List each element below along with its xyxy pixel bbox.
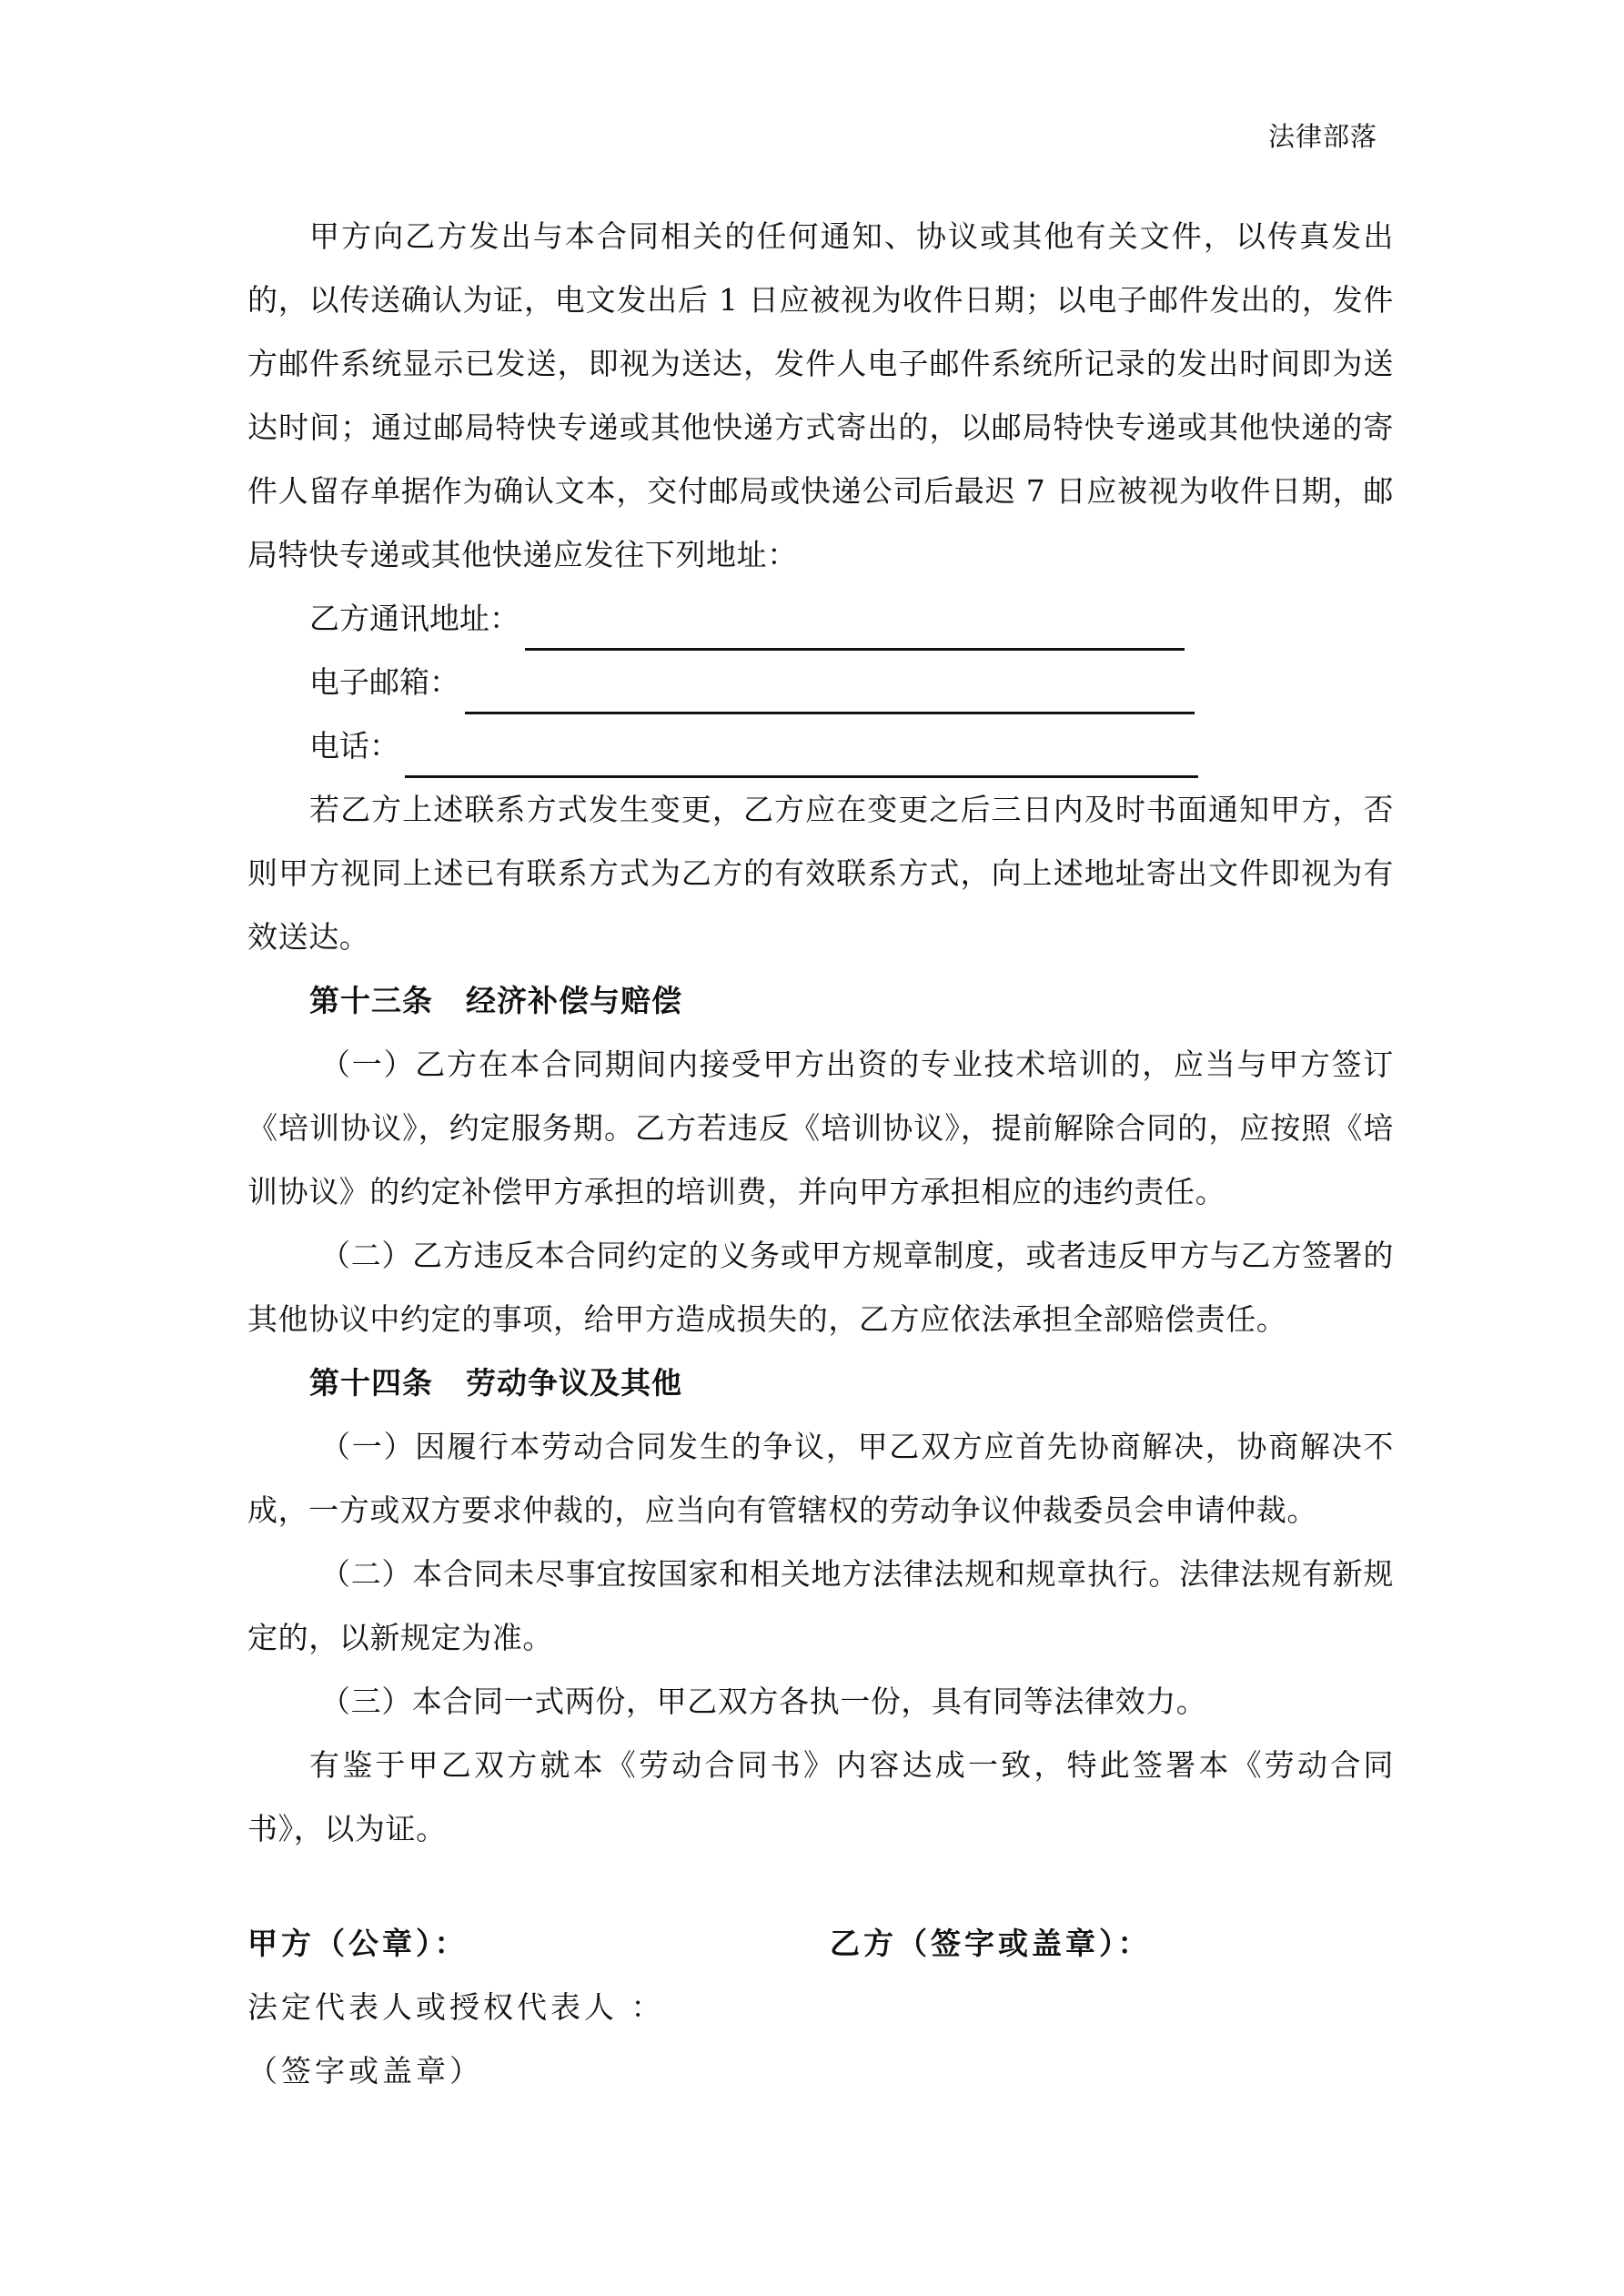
article-14-title: 劳动争议及其他 <box>466 1365 682 1401</box>
address-label: 乙方通讯地址： <box>309 601 519 636</box>
article-14-number: 第十四条 <box>309 1365 433 1401</box>
article-13-title: 经济补偿与赔偿 <box>466 983 682 1018</box>
article-13-item: （二）乙方违反本合同约定的义务或甲方规章制度，或者违反甲方与乙方签署的其他协议中约定的事项，给甲方造成损失的，乙方应依法承担全部赔偿责任。 <box>247 1238 1394 1337</box>
phone-blank[interactable] <box>405 733 1198 778</box>
closing-paragraph: 有鉴于甲乙双方就本《劳动合同书》内容达成一致，特此签署本《劳动合同书》，以为证。 <box>247 1747 1394 1846</box>
sign-or-seal-note: （签字或盖章） <box>247 2053 483 2089</box>
notice-paragraph: 甲方向乙方发出与本合同相关的任何通知、协议或其他有关文件，以传真发出的，以传送确认为证，电文发出后 1 日应被视为收件日期；以电子邮件发出的，发件方邮件系统显示已发送，即视为送达，发件人电子邮件系统所记录的发出时间即为送达时间；通过邮局特快专递或其他快递方式寄出的，以邮局特快专递或其他快递的寄件人留存单据作为确认文本，交付邮局或快递公司后最迟 7 日应被视为收件日期，邮局特快专递或其他快递应发往下列地址： <box>247 218 1394 572</box>
email-field <box>247 651 1394 714</box>
article-13-item: （一）乙方在本合同期间内接受甲方出资的专业技术培训的，应当与甲方签订《培训协议》，约定服务期。乙方若违反《培训协议》，提前解除合同的，应按照《培训协议》的约定补偿甲方承担的培训费，并向甲方承担相应的违约责任。 <box>247 1047 1394 1209</box>
article-14-item: （二）本合同未尽事宜按国家和相关地方法律法规和规章执行。法律法规有新规定的，以新规定为准。 <box>247 1556 1394 1655</box>
article-13-number: 第十三条 <box>309 983 433 1018</box>
article-14-item: （一）因履行本劳动合同发生的争议，甲乙双方应首先协商解决，协商解决不成，一方或双方要求仲裁的，应当向有管辖权的劳动争议仲裁委员会申请仲裁。 <box>247 1429 1394 1528</box>
address-blank[interactable] <box>525 606 1185 651</box>
spacer <box>247 1861 1394 1912</box>
email-blank[interactable] <box>465 670 1195 714</box>
article-14-item: （三）本合同一式两份，甲乙双方各执一份，具有同等法律效力。 <box>320 1684 1207 1719</box>
header-brand: 法律部落 <box>1268 121 1378 152</box>
representative-label: 法定代表人或授权代表人 ： <box>247 1989 665 2025</box>
change-paragraph: 若乙方上述联系方式发生变更，乙方应在变更之后三日内及时书面通知甲方，否则甲方视同上述已有联系方式为乙方的有效联系方式，向上述地址寄出文件即视为有效送达。 <box>247 792 1394 955</box>
phone-label: 电话： <box>309 728 399 764</box>
party-a-seal-label: 甲方（公章）： <box>247 1926 469 1961</box>
article-14-heading <box>247 1351 1394 1415</box>
party-b-sign-label: 乙方（签字或盖章）： <box>830 1926 1152 1961</box>
signature-parties <box>247 1912 1394 1976</box>
article-13-heading <box>247 969 1394 1033</box>
phone-field <box>247 714 1394 778</box>
address-field <box>247 587 1394 651</box>
email-label: 电子邮箱： <box>309 664 459 700</box>
document-body <box>247 205 1394 2103</box>
